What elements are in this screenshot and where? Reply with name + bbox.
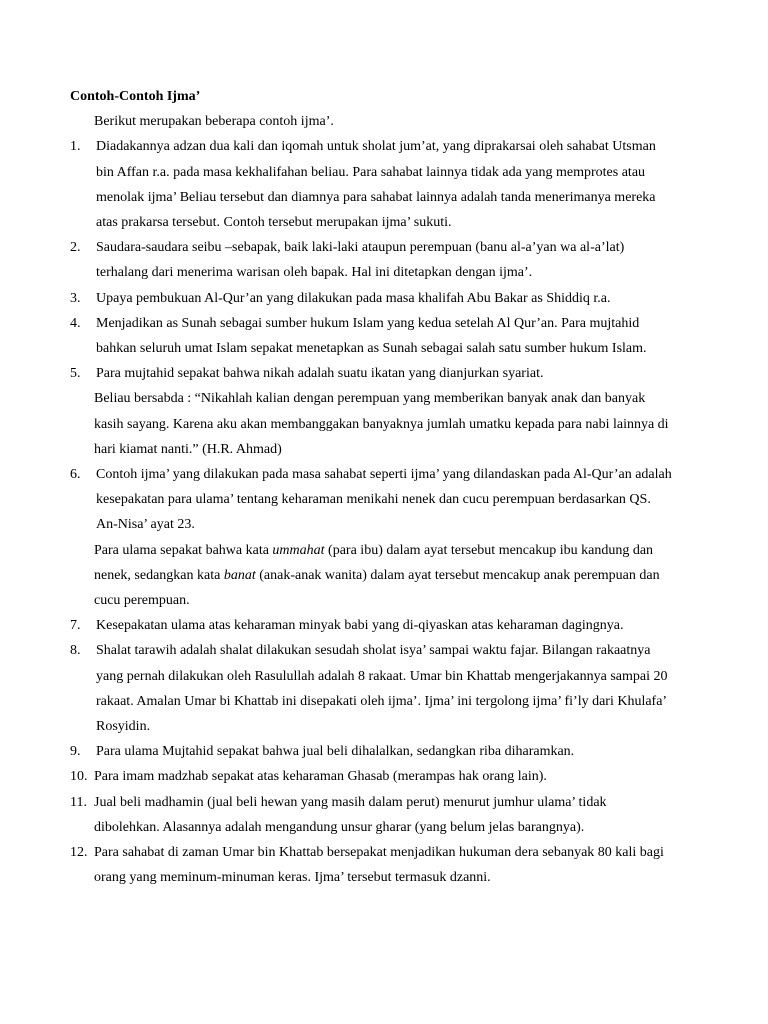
list-item-text: Diadakannya adzan dua kali dan iqomah untuk sholat jum’at, yang diprakarsai oleh sahabat Utsman bin Affan r.a. pada masa kekhalifahan beliau. Para sahabat lainnya tidak ada yang memprotes atau menolak ijma’ Beliau tersebut dan diamnya para sahabat lainnya adalah tanda menerimanya mereka atas prakarsa tersebut. Contoh tersebut merupakan ijma’ sukuti. (96, 139, 656, 231)
list-item-number: 6. (70, 467, 81, 483)
list-item-number: 11. (70, 794, 87, 810)
list-item-number: 10. (70, 769, 88, 785)
list-item-number: 7. (70, 618, 81, 634)
sub-text-part: (anak-anak wanita) dalam ayat tersebut mencakup anak perempuan dan cucu perempuan. (94, 567, 660, 609)
list-item-12 (70, 840, 675, 890)
list-item-text: Para imam madzhab sepakat atas keharaman Ghasab (merampas hak orang lain). (94, 769, 547, 785)
list-item-text: Para sahabat di zaman Umar bin Khattab bersepakat menjadikan hukuman dera sebanyak 80 kali bagi orang yang meminum-minuman keras. Ijma’ tersebut termasuk dzanni. (94, 845, 664, 886)
document-title: Contoh-Contoh Ijma’ (70, 89, 201, 104)
list-item-1 (70, 134, 675, 235)
sub-text-part: Para ulama sepakat bahwa kata (94, 542, 273, 558)
list-item-subparagraph (94, 538, 675, 614)
list-item-3 (70, 286, 675, 311)
list-item-text: Para mujtahid sepakat bahwa nikah adalah suatu ikatan yang dianjurkan syariat. (96, 366, 544, 382)
list-item-2 (70, 235, 675, 285)
list-item-9 (70, 739, 675, 764)
list-item-text: Menjadikan as Sunah sebagai sumber hukum Islam yang kedua setelah Al Qur’an. Para mujtahid bahkan seluruh umat Islam sepakat menetapkan as Sunah sebagai salah satu sumber hukum Islam. (96, 315, 647, 357)
list-item-7 (70, 613, 675, 638)
list-item-text: Saudara-saudara seibu –sebapak, baik laki-laki ataupun perempuan (banu al-a’yan wa al-a’lat) terhalang dari menerima warisan oleh bapak. Hal ini ditetapkan dengan ijma’. (96, 240, 625, 281)
list-item-subparagraph: Beliau bersabda : “Nikahlah kalian dengan perempuan yang memberikan banyak anak dan banyak kasih sayang. Karena aku akan membanggakan banyaknya jumlah umatku kepada para nabi lainnya di hari kiamat nanti.” (H.R. Ahmad) (94, 391, 669, 457)
list-item-text: Kesepakatan ulama atas keharaman minyak babi yang di-qiyaskan atas keharaman dagingnya. (96, 618, 624, 634)
list-item-6 (70, 462, 675, 613)
list-item-11 (70, 790, 675, 840)
list-item-number: 3. (70, 290, 81, 306)
list-item-text: Para ulama Mujtahid sepakat bahwa jual beli dihalalkan, sedangkan riba diharamkan. (96, 744, 575, 760)
document-body (70, 84, 675, 891)
list-item-5 (70, 361, 675, 462)
sub-text-part: (para ibu) dalam ayat tersebut mencakup ibu kandung dan nenek, sedangkan kata (94, 542, 654, 583)
list-item-10 (70, 764, 675, 789)
list-item-number: 5. (70, 366, 81, 382)
list-item-text: Contoh ijma’ yang dilakukan pada masa sahabat seperti ijma’ yang dilandaskan pada Al-Qur’an adalah kesepakatan para ulama’ tentang keharaman menikahi nenek dan cucu perempuan berdasarkan QS. An-Nisa’ ayat 23. (96, 467, 672, 533)
list-item-text: Shalat tarawih adalah shalat dilakukan sesudah sholat isya’ sampai waktu fajar. Bilangan rakaatnya yang pernah dilakukan oleh Rasulullah adalah 8 rakaat. Umar bin Khattab mengerjakannya sampai 20 rakaat. Amalan Umar bi Khattab ini disepakati oleh ijma’. Ijma’ ini tergolong ijma’ fi’ly dari Khulafa’ Rosyidin. (96, 643, 668, 735)
list-item-8 (70, 638, 675, 739)
list-item-number: 9. (70, 744, 81, 760)
list-item-number: 1. (70, 139, 81, 155)
list-item-number: 2. (70, 240, 81, 256)
list-item-number: 8. (70, 643, 81, 659)
list-item-number: 12. (70, 845, 88, 861)
list-item-text: Jual beli madhamin (jual beli hewan yang masih dalam perut) menurut jumhur ulama’ tidak dibolehkan. Alasannya adalah mengandung unsur gharar (yang belum jelas barangnya). (94, 794, 607, 835)
list-item-4 (70, 311, 675, 361)
intro-paragraph: Berikut merupakan beberapa contoh ijma’. (94, 114, 334, 130)
italic-term-banat: banat (223, 567, 256, 583)
italic-term-ummahat: ummahat (272, 542, 325, 558)
list-item-number: 4. (70, 315, 81, 331)
list-item-text: Upaya pembukuan Al-Qur’an yang dilakukan pada masa khalifah Abu Bakar as Shiddiq r.a. (96, 290, 611, 306)
